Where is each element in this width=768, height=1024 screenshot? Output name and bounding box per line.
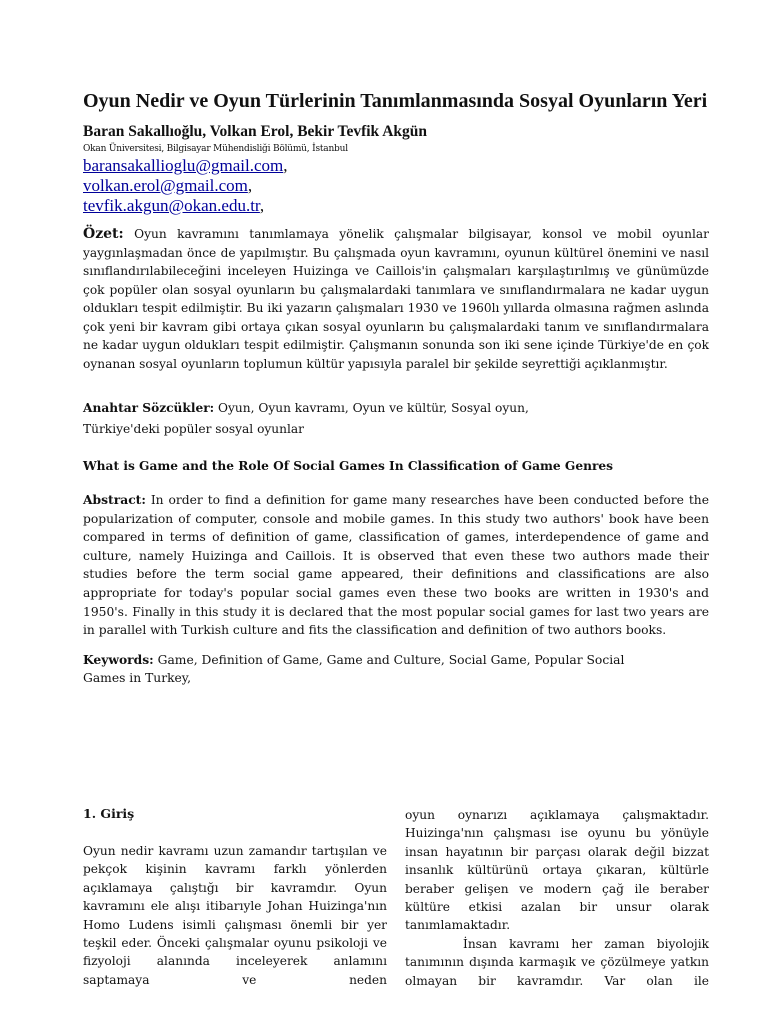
keywords-tr-line2: Türkiye'deki popüler sosyal oyunlar: [83, 422, 304, 436]
right-column-paragraph-1: oyun oynarızı açıklamaya çalışmaktadır. Huizinga'nın çalışması ise oyunu bu yönüyle insan hayatının bir parçası olarak değil bizzat insanlık kültürünü ortaya çıkaran, kültürle beraber gelişen ve modern çağ ile beraber kültüre etkisi azalan bir unsur olarak tanımlamaktadır.: [405, 808, 709, 933]
email-link-1[interactable]: baransakallioglu@gmail.com: [83, 156, 284, 175]
author-list: Baran Sakallıoğlu, Volkan Erol, Bekir Tevfik Akgün: [83, 123, 428, 140]
right-column: [405, 806, 709, 990]
english-keywords: [83, 651, 709, 688]
email-link-3[interactable]: tevfik.akgun@okan.edu.tr: [83, 196, 260, 215]
ozet-label: Özet:: [83, 226, 124, 242]
email-list: baransakallioglu@gmail.com, volkan.erol@gmail.com, tevfik.akgun@okan.edu.tr,: [83, 156, 288, 215]
email-link-2[interactable]: volkan.erol@gmail.com: [83, 176, 248, 195]
keywords-en-line2: Games in Turkey,: [83, 671, 192, 686]
body-columns: [83, 806, 709, 1024]
turkish-abstract: [83, 225, 709, 373]
keywords-en-label: Keywords:: [83, 651, 154, 667]
abstract-text: In order to find a definition for game many researches have been conducted before the popularization of computer, console and mobile games. In this study two authors' book have been compared in terms of definition of game, classification of games, interdependence of game and culture, namely Huizinga and Caillois. It is observed that even these two authors made their studies before the term social game appeared, their definitions and classifications are also appropriate for today's popular social games even these two books are written in 1930's and 1950's. Finally in this study it is declared that the most popular social games for last two years are in parallel with Turkish culture and fits the classification and definition of two authors books.: [83, 493, 709, 638]
turkish-keywords: [83, 398, 709, 440]
paper-title: Oyun Nedir ve Oyun Türlerinin Tanımlanmasında Sosyal Oyunların Yeri: [83, 90, 708, 112]
keywords-tr-line1: Oyun, Oyun kavramı, Oyun ve kültür, Sosyal oyun,: [218, 401, 529, 415]
left-column-text: Oyun nedir kavramı uzun zamandır tartışılan ve pekçok kişinin kavramı farklı yönlerden açıklamaya çalıştığı bir kavramdır. Oyun kavramını ele alışı itibarıyle Johan Huizinga'nın Homo Ludens isimli çalışması önemli bir yer teşkil eder. Önceki çalışmalar oyunu psikoloji ve fizyoloji alanında inceleyerek anlamını saptamaya ve neden: [83, 844, 387, 987]
section-heading: 1. Giriş: [83, 806, 135, 821]
keywords-en-line1: Game, Definition of Game, Game and Culture, Social Game, Popular Social: [157, 652, 625, 667]
abstract-label: Abstract:: [83, 492, 146, 507]
affiliation: Okan Üniversitesi, Bilgisayar Mühendisliği Bölümü, İstanbul: [83, 144, 348, 154]
left-column: [83, 806, 387, 989]
keywords-tr-label: Anahtar Sözcükler:: [83, 401, 215, 415]
ozet-text: Oyun kavramını tanımlamaya yönelik çalışmalar bilgisayar, konsol ve mobil oyunlar yaygınlaşmadan önce de yapılmıştır. Bu çalışmada oyun kavramını, oyunun kültürel önemini ve nasıl sınıflandırılabileceğini inceleyen Huizinga ve Caillois'in çalışmaları karşılaştırılmış ve günümüzde çok popüler olan sosyal oyunların bu çalışmalardaki tanımlara ve sınıflandırmalara ne kadar uygun oldukları tespit edilmiştir. Bu iki yazarın çalışmaları 1930 ve 1960lı yıllarda olmasına rağmen aslında çok yeni bir kavram gibi ortaya çıkan sosyal oyunların bu çalışmalardaki tanım ve sınıflandırmalara ne kadar uygun oldukları tespit edilmiştir. Çalışmanın sonunda son iki sene içinde Türkiye'de en çok oynanan sosyal oyunların toplumun kültür yapısıyla paralel bir şekilde seyrettiği açıklanmıştır.: [83, 227, 709, 371]
paper-page: [83, 78, 709, 688]
english-title: What is Game and the Role Of Social Games In Classification of Game Genres: [83, 459, 613, 473]
right-column-paragraph-2: İnsan kavramı her zaman biyolojik tanımının dışında karmaşık ve çözülmeye yatkın olmayan bir kavramdır. Var olan ile: [405, 936, 709, 988]
english-abstract: [83, 491, 709, 640]
